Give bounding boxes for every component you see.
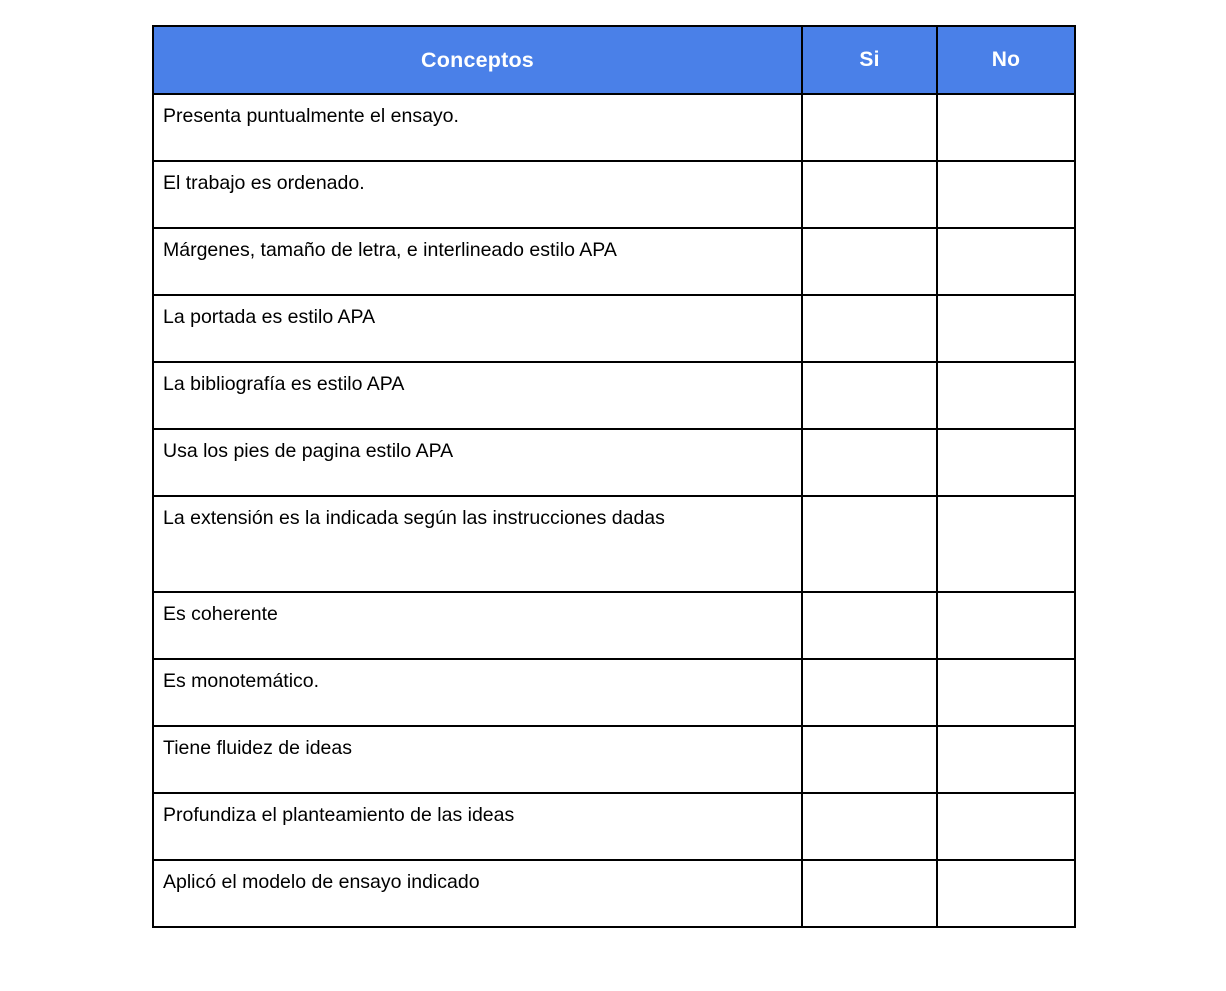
cell-concepto: La extensión es la indicada según las instrucciones dadas bbox=[153, 496, 802, 592]
cell-concepto: La bibliografía es estilo APA bbox=[153, 362, 802, 429]
cell-concepto: Es coherente bbox=[153, 592, 802, 659]
cell-no-checkbox[interactable] bbox=[937, 592, 1075, 659]
cell-concepto: Es monotemático. bbox=[153, 659, 802, 726]
cell-no-checkbox[interactable] bbox=[937, 228, 1075, 295]
cell-concepto: Usa los pies de pagina estilo APA bbox=[153, 429, 802, 496]
cell-no-checkbox[interactable] bbox=[937, 659, 1075, 726]
cell-concepto: Márgenes, tamaño de letra, e interlineado estilo APA bbox=[153, 228, 802, 295]
cell-no-checkbox[interactable] bbox=[937, 726, 1075, 793]
cell-si-checkbox[interactable] bbox=[802, 94, 937, 161]
cell-si-checkbox[interactable] bbox=[802, 362, 937, 429]
table-row bbox=[153, 860, 1075, 927]
cell-si-checkbox[interactable] bbox=[802, 860, 937, 927]
cell-si-checkbox[interactable] bbox=[802, 161, 937, 228]
column-header-no: No bbox=[937, 26, 1075, 94]
cell-no-checkbox[interactable] bbox=[937, 161, 1075, 228]
cell-si-checkbox[interactable] bbox=[802, 659, 937, 726]
cell-no-checkbox[interactable] bbox=[937, 295, 1075, 362]
cell-concepto: La portada es estilo APA bbox=[153, 295, 802, 362]
cell-si-checkbox[interactable] bbox=[802, 429, 937, 496]
table-row bbox=[153, 429, 1075, 496]
rubric-table bbox=[152, 25, 1076, 928]
header-row bbox=[153, 26, 1075, 94]
column-header-si: Si bbox=[802, 26, 937, 94]
cell-no-checkbox[interactable] bbox=[937, 860, 1075, 927]
cell-concepto: El trabajo es ordenado. bbox=[153, 161, 802, 228]
table-row bbox=[153, 161, 1075, 228]
table-row bbox=[153, 362, 1075, 429]
table-row bbox=[153, 726, 1075, 793]
table-body bbox=[153, 94, 1075, 927]
cell-concepto: Tiene fluidez de ideas bbox=[153, 726, 802, 793]
table-row bbox=[153, 592, 1075, 659]
cell-concepto: Aplicó el modelo de ensayo indicado bbox=[153, 860, 802, 927]
cell-si-checkbox[interactable] bbox=[802, 228, 937, 295]
rubric-table-container bbox=[152, 25, 1076, 928]
cell-si-checkbox[interactable] bbox=[802, 793, 937, 860]
cell-si-checkbox[interactable] bbox=[802, 592, 937, 659]
table-row bbox=[153, 228, 1075, 295]
cell-concepto: Presenta puntualmente el ensayo. bbox=[153, 94, 802, 161]
table-row bbox=[153, 496, 1075, 592]
cell-no-checkbox[interactable] bbox=[937, 793, 1075, 860]
cell-si-checkbox[interactable] bbox=[802, 726, 937, 793]
table-row bbox=[153, 94, 1075, 161]
cell-no-checkbox[interactable] bbox=[937, 362, 1075, 429]
table-row bbox=[153, 659, 1075, 726]
table-row bbox=[153, 295, 1075, 362]
column-header-conceptos: Conceptos bbox=[153, 26, 802, 94]
cell-concepto: Profundiza el planteamiento de las ideas bbox=[153, 793, 802, 860]
cell-no-checkbox[interactable] bbox=[937, 429, 1075, 496]
cell-no-checkbox[interactable] bbox=[937, 94, 1075, 161]
cell-si-checkbox[interactable] bbox=[802, 295, 937, 362]
cell-si-checkbox[interactable] bbox=[802, 496, 937, 592]
cell-no-checkbox[interactable] bbox=[937, 496, 1075, 592]
table-row bbox=[153, 793, 1075, 860]
table-header bbox=[153, 26, 1075, 94]
